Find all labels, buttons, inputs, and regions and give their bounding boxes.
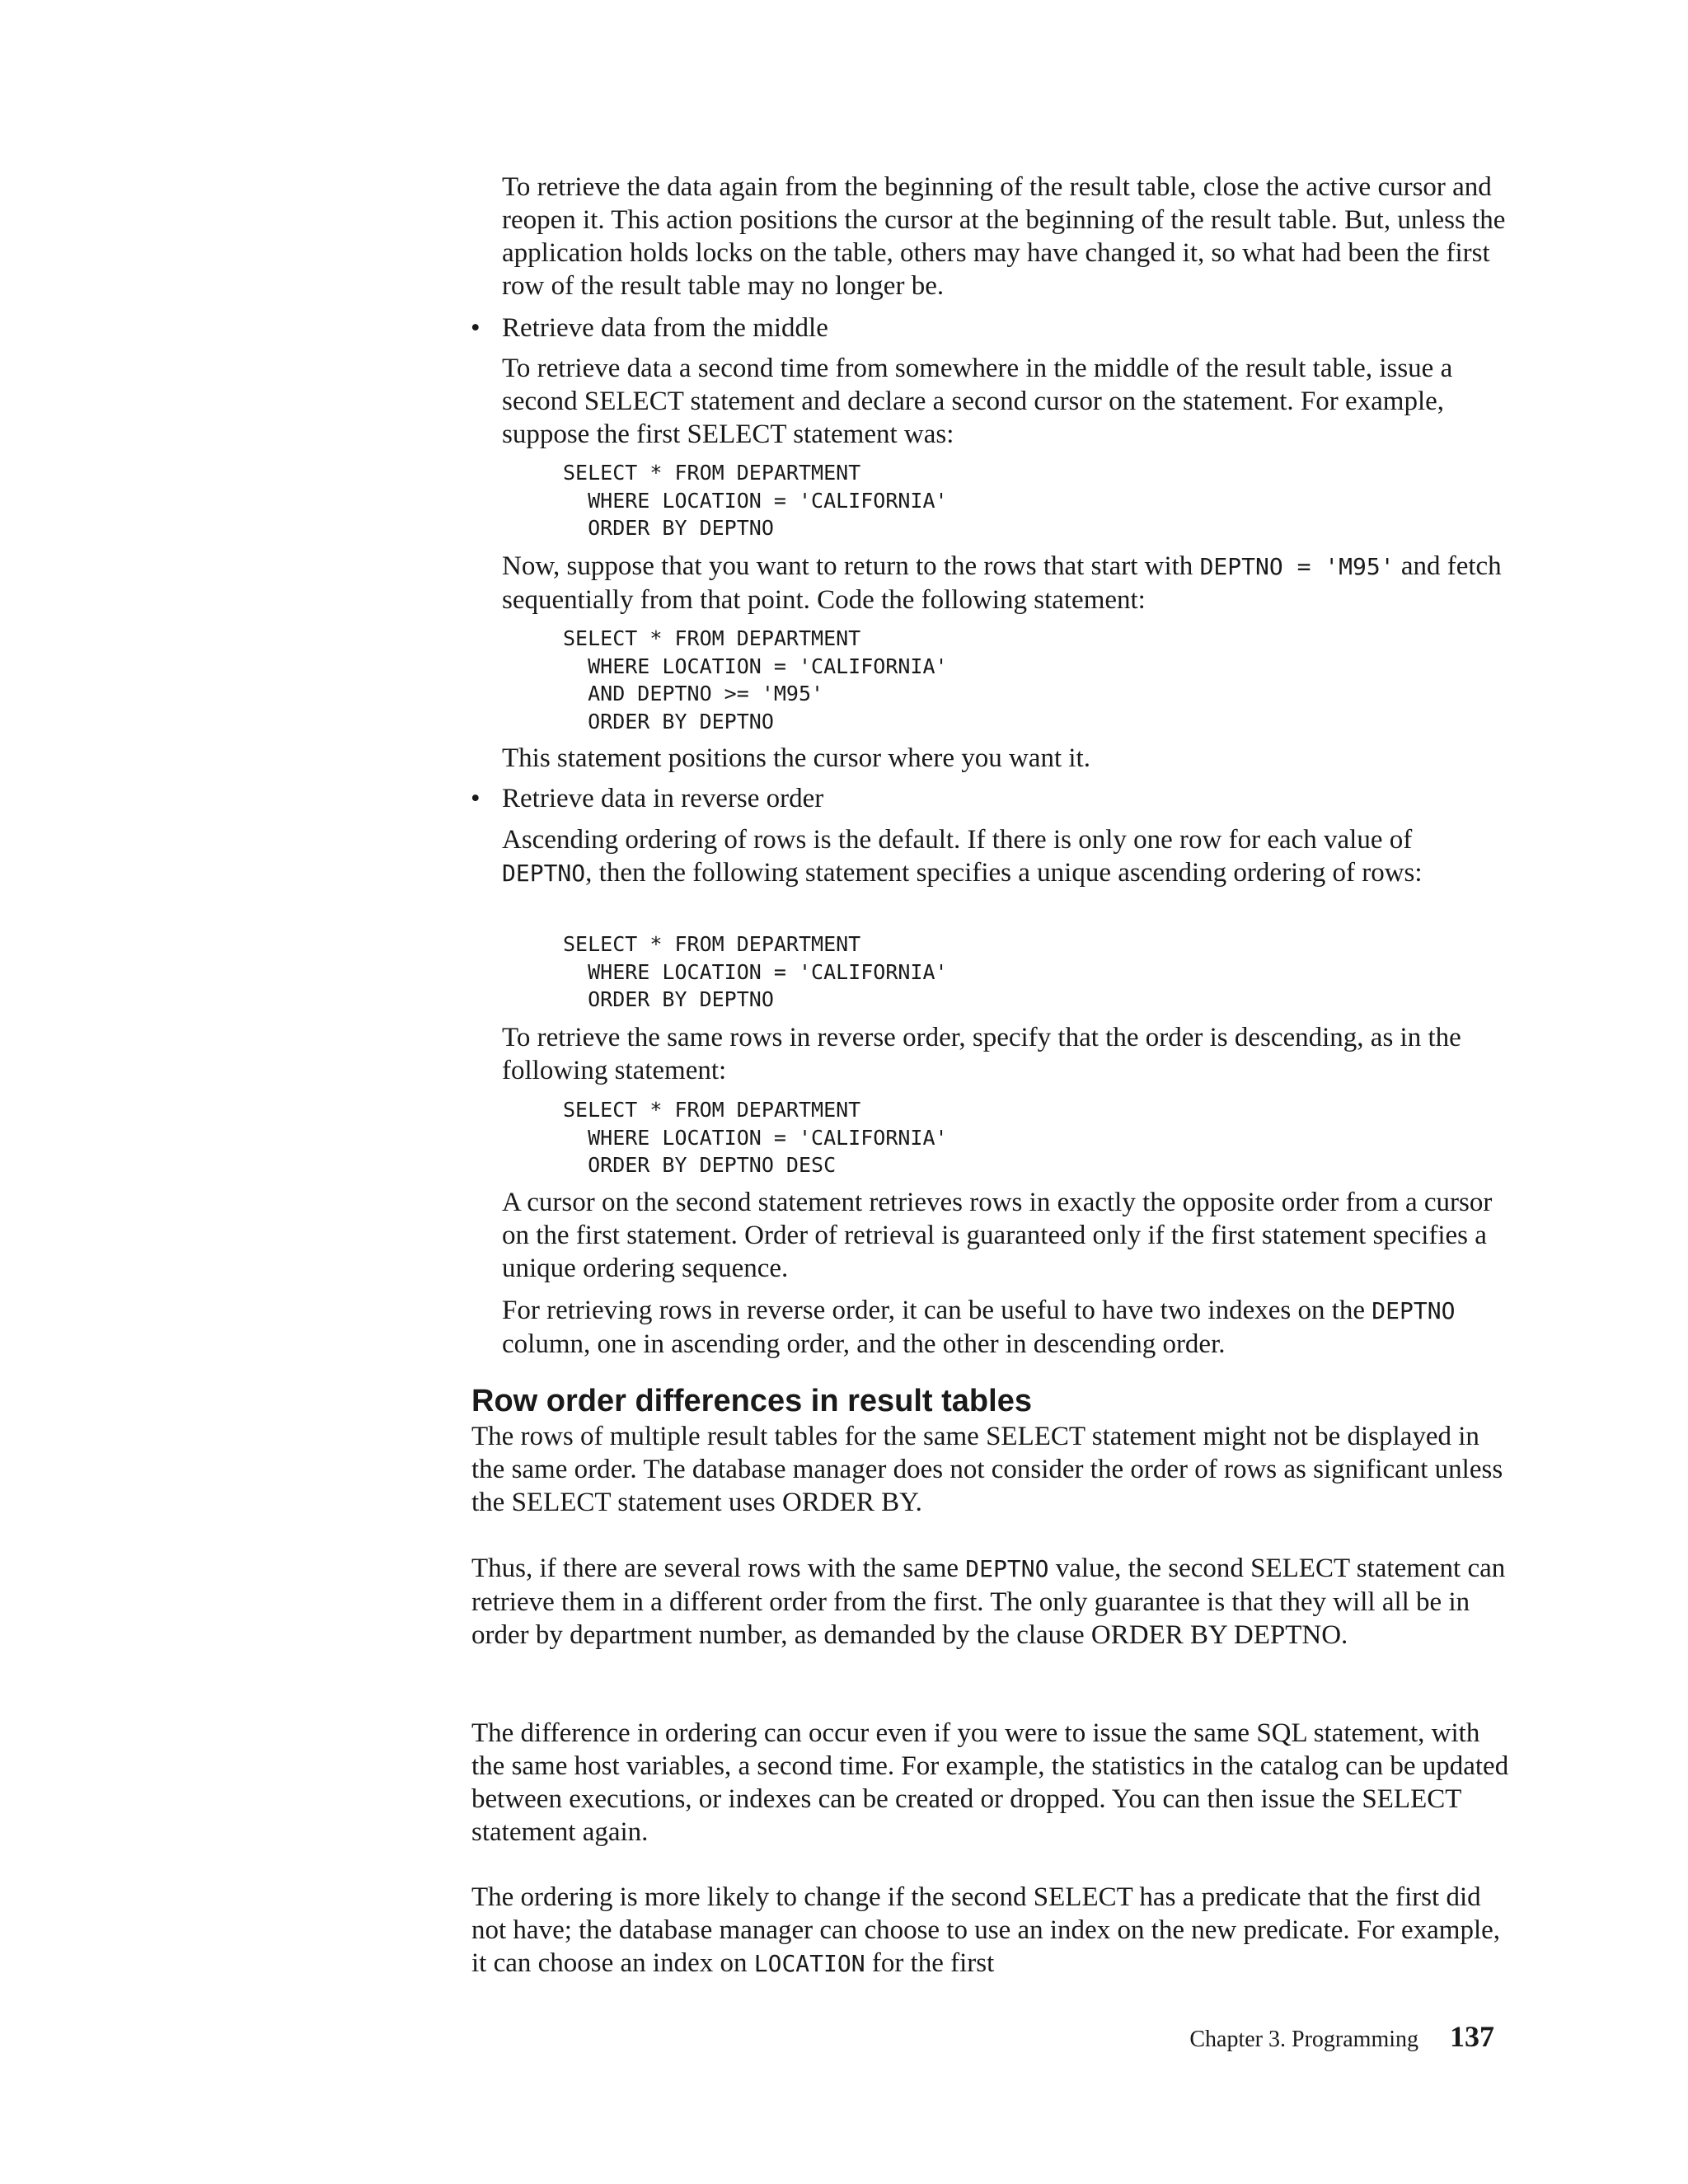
page-number: 137 bbox=[1450, 2020, 1494, 2053]
code-block-select-1: SELECT * FROM DEPARTMENT WHERE LOCATION = 'CALIFORNIA' ORDER BY DEPTNO bbox=[563, 461, 948, 540]
bullet-icon: • bbox=[471, 784, 481, 813]
list-item-label: Retrieve data from the middle bbox=[502, 313, 828, 343]
text-run: Thus, if there are several rows with the same bbox=[471, 1554, 966, 1583]
paragraph-middle: To retrieve data a second time from somewhere in the middle of the result table, issue a second SELECT statement and declare a second cursor on the statement. For example, suppose the first SELECT statement was: bbox=[502, 354, 1453, 449]
footer-chapter: Chapter 3. Programming bbox=[1189, 2027, 1418, 2052]
bullet-icon: • bbox=[471, 313, 481, 343]
paragraph-difference: The difference in ordering can occur even if you were to issue the same SQL statement, with the same host variables, a second time. For example, the statistics in the catalog can be updated between executions, or indexes can be created or dropped. You can then issue the SELECT statement again. bbox=[471, 1718, 1509, 1847]
paragraph-close-reopen: To retrieve the data again from the beginning of the result table, close the active cursor and reopen it. This action positions the cursor at the beginning of the result table. But, unless the application holds locks on the table, others may have changed it, so what had been the first row of the result table may no longer be. bbox=[502, 172, 1506, 301]
paragraph-more-likely bbox=[471, 1881, 1510, 1980]
code-block-select-3: SELECT * FROM DEPARTMENT WHERE LOCATION = 'CALIFORNIA' ORDER BY DEPTNO bbox=[563, 932, 948, 1011]
code-block-select-4: SELECT * FROM DEPARTMENT WHERE LOCATION = 'CALIFORNIA' ORDER BY DEPTNO DESC bbox=[563, 1098, 948, 1177]
text-run: column, one in ascending order, and the other in descending order. bbox=[502, 1329, 1226, 1359]
paragraph-ascending bbox=[502, 823, 1507, 890]
text-run: and fetch sequentially from that point. Code the following statement: bbox=[502, 551, 1502, 615]
text-run: for the first bbox=[865, 1948, 995, 1978]
section-heading: Row order differences in result tables bbox=[471, 1384, 1032, 1418]
text-run: The ordering is more likely to change if the second SELECT has a predicate that the first did not have; the database manager can choose to use an index on the new predicate. For example, it can choose an index on bbox=[471, 1882, 1501, 1978]
paragraph-indexes bbox=[502, 1294, 1507, 1361]
text-run: , then the following statement specifies a unique ascending ordering of rows: bbox=[585, 858, 1423, 888]
text-run: Now, suppose that you want to return to the rows that start with bbox=[502, 551, 1200, 581]
inline-code: DEPTNO bbox=[502, 860, 586, 887]
inline-code: DEPTNO bbox=[965, 1555, 1049, 1582]
paragraph-cursor-second: A cursor on the second statement retrieves rows in exactly the opposite order from a cursor on the first statement. Order of retrieval is guaranteed only if the first statement specifies a unique ordering sequence. bbox=[502, 1188, 1493, 1283]
paragraph-thus bbox=[471, 1552, 1510, 1652]
inline-code: DEPTNO bbox=[1372, 1297, 1456, 1324]
text-run: For retrieving rows in reverse order, it can be useful to have two indexes on the bbox=[502, 1296, 1372, 1325]
list-item-label: Retrieve data in reverse order bbox=[502, 784, 824, 813]
text-run: Ascending ordering of rows is the default. If there is only one row for each value of bbox=[502, 825, 1413, 855]
paragraph-rows-multiple: The rows of multiple result tables for the same SELECT statement might not be displayed in the same order. The database manager does not consider the order of rows as significant unless the SELECT statement uses ORDER BY. bbox=[471, 1422, 1503, 1517]
paragraph-positions: This statement positions the cursor where you want it. bbox=[502, 743, 1090, 773]
inline-code: DEPTNO = 'M95' bbox=[1199, 553, 1395, 580]
paragraph-now-suppose bbox=[502, 550, 1507, 616]
inline-code: LOCATION bbox=[753, 1950, 865, 1977]
text-run: value, the second SELECT statement can retrieve them in a different order from the first. The only guarantee is that they will all be in order by department number, as demanded by the clause ORDER BY DEPTNO. bbox=[471, 1554, 1506, 1650]
page-footer bbox=[1189, 2019, 1494, 2054]
paragraph-reverse: To retrieve the same rows in reverse order, specify that the order is descending, as in the following statement: bbox=[502, 1023, 1461, 1085]
code-block-select-2: SELECT * FROM DEPARTMENT WHERE LOCATION = 'CALIFORNIA' AND DEPTNO >= 'M95' ORDER BY DEPTNO bbox=[563, 626, 948, 733]
